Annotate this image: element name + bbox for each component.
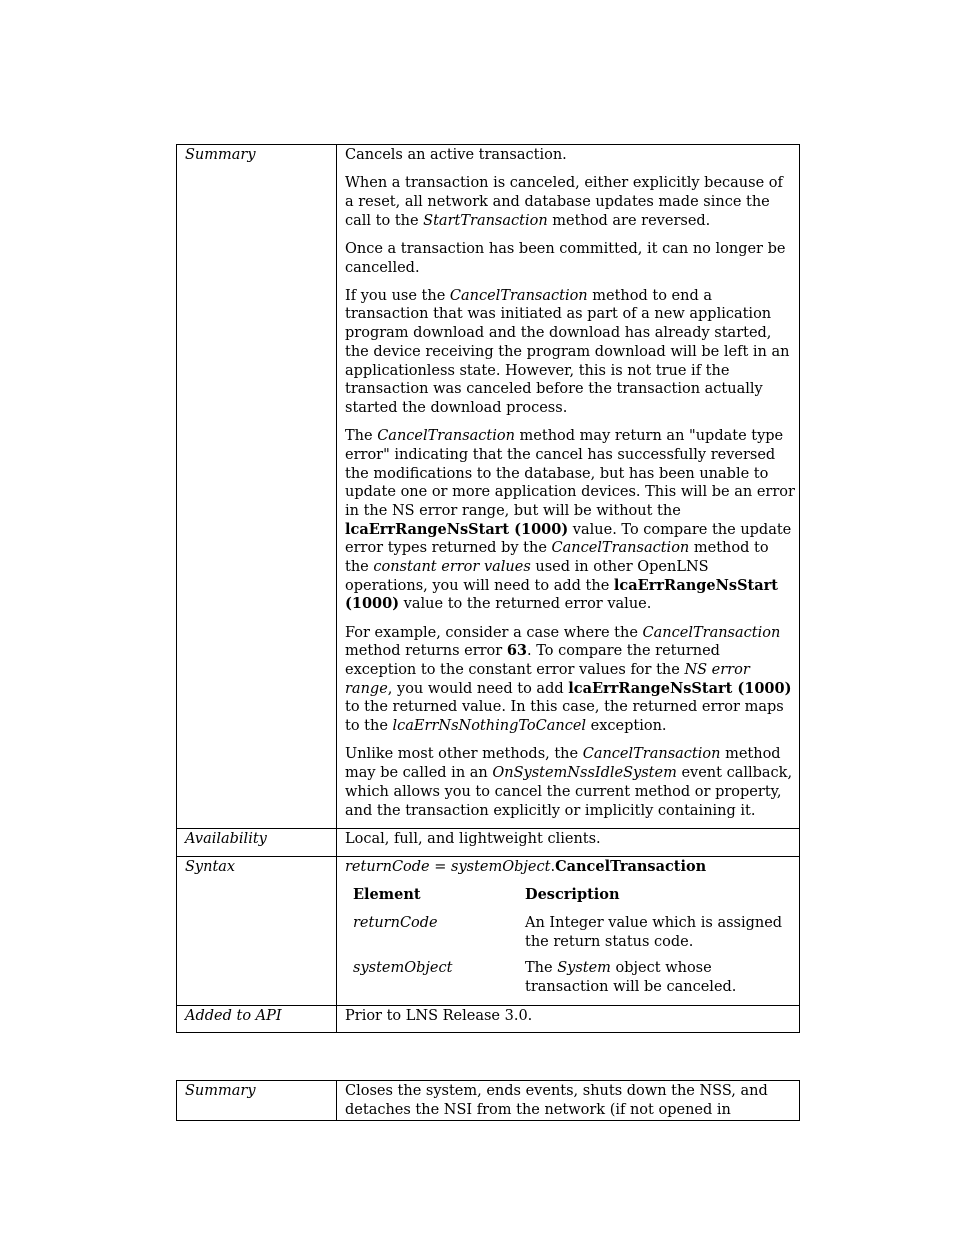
element-name: systemObject	[353, 960, 453, 977]
summary-paragraph-1: Cancels an active transaction.	[345, 147, 567, 163]
summary-paragraph-7: Unlike most other methods, the CancelTransaction method may be called in an OnSystemNssIdleSystem event callback, which allows you to cancel the current method or property, and the transaction explicitly or implicitly containing it.	[345, 746, 793, 819]
method-reference-table	[176, 144, 800, 1033]
availability-label: Availability	[177, 829, 337, 857]
summary-paragraph-4: If you use the CancelTransaction method to end a transaction that was initiated as part of a new application program download and the download has already started, the device receiving the program download will be left in an applicationless state. However, this is not true if the transaction was canceled before the transaction actually started the download process.	[345, 287, 790, 416]
summary-row	[177, 145, 800, 829]
added-to-api-value: Prior to LNS Release 3.0.	[337, 1005, 800, 1033]
element-description: An Integer value which is assigned the return status code.	[525, 914, 783, 950]
next-summary-row	[177, 1081, 800, 1121]
element-name: returnCode	[353, 914, 438, 931]
summary-label: Summary	[177, 145, 337, 829]
summary-paragraph-5: The CancelTransaction method may return an "update type error" indicating that the cancel has successfully reversed the modifications to the database, but has been unable to update one or more application devices. This will be an error in the NS error range, but will be without the lcaErrRangeNsStart (1000) value. To compare the update error types returned by the CancelTransaction method to the constant error values used in other OpenLNS operations, you will need to add the lcaErrRangeNsStart (1000) value to the returned error value.	[345, 428, 795, 613]
availability-value: Local, full, and lightweight clients.	[337, 829, 800, 857]
syntax-content	[337, 856, 800, 1005]
syntax-row	[177, 856, 800, 1005]
next-method-table	[176, 1080, 800, 1121]
element-description: The System object whose transaction will be canceled.	[525, 960, 737, 995]
added-to-api-label: Added to API	[177, 1005, 337, 1033]
description-column-header: Description	[525, 886, 620, 904]
syntax-code-line: returnCode = systemObject.CancelTransaction	[345, 857, 707, 875]
next-summary-content	[337, 1081, 800, 1121]
summary-paragraph-6: For example, consider a case where the CancelTransaction method returns error 63. To compare the returned exception to the constant error values for the NS error range, you would need to add lcaErrRangeNsStart (1000) to the returned value. In this case, the returned error maps to the lcaErrNsNothingToCancel exception.	[345, 624, 792, 735]
summary-content	[337, 145, 800, 829]
summary-paragraph-2: When a transaction is canceled, either explicitly because of a reset, all network and database updates made since the call to the StartTransaction method are reversed.	[345, 175, 783, 229]
next-summary-label: Summary	[177, 1081, 337, 1121]
syntax-element-header	[345, 886, 795, 914]
availability-row	[177, 829, 800, 857]
syntax-label: Syntax	[177, 856, 337, 1005]
added-to-api-row	[177, 1005, 800, 1033]
syntax-element-table	[345, 886, 795, 1005]
next-summary-text: Closes the system, ends events, shuts down the NSS, and detaches the NSI from the network (if not opened in	[345, 1083, 768, 1118]
element-column-header: Element	[353, 886, 421, 904]
syntax-element-row	[345, 914, 795, 959]
summary-paragraph-3: Once a transaction has been committed, it can no longer be cancelled.	[345, 240, 786, 276]
syntax-element-row	[345, 959, 795, 1004]
